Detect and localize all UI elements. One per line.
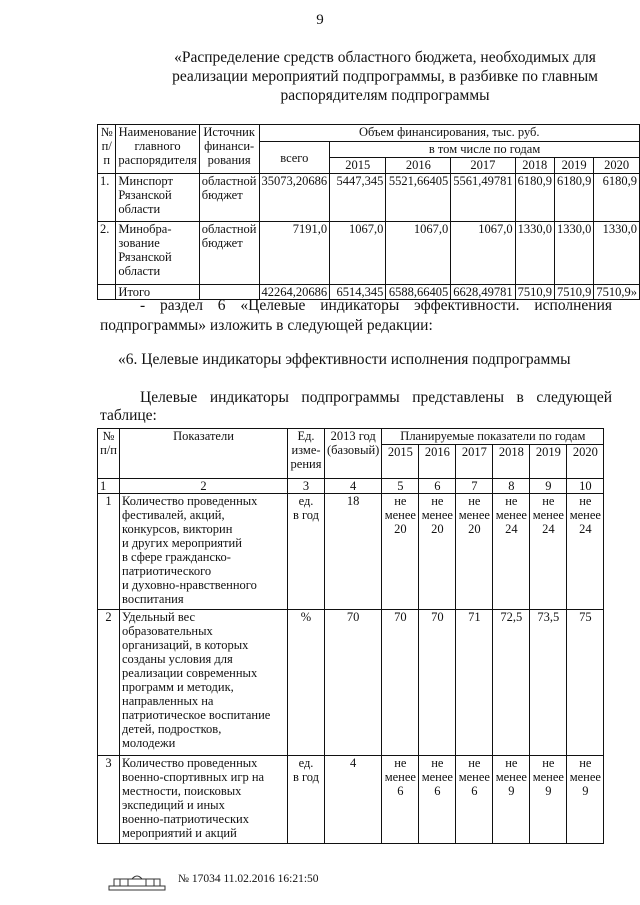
header-total: всего (259, 142, 330, 174)
page-number: 9 (316, 12, 324, 28)
year-2015: 2015 (330, 158, 386, 174)
header-volume: Объем финансирования, тыс. руб. (259, 125, 640, 142)
paragraph-line: таблице: (100, 407, 157, 424)
paragraph-section-6: - раздел 6 «Целевые индикаторы эффективности. исполнения (140, 297, 612, 314)
table-row: 2 Удельный вес образовательных организаций, в которых созданы условия для реализации современных программ и методик, направленных на патриотическое воспитание детей, подростков, молодежи % 70 70 70 71 72,5 73,5 75 (98, 610, 604, 756)
table-row: 1. Минспорт Рязанской области областной бюджет 35073,20686 5447,345 5521,66405 5561,49781 6180,9 6180,9 6180,9 (98, 174, 640, 222)
table-row: 3 Количество проведенных военно-спортивных игр на местности, поисковых экспедиций и иных военно-патриотических мероприятий и акций ед. в год 4 не менее 6 не менее 6 не менее 6 не менее 9 не менее 9 не менее 9 (98, 756, 604, 844)
column-numbers-row: 1 2 3 4 5 6 7 8 9 10 (98, 479, 604, 494)
header-source: Источник финанси- рования (199, 125, 259, 174)
table-row: 2. Минобра- зование Рязанской области областной бюджет 7191,0 1067,0 1067,0 1067,0 1330,0 1330,0 1330,0 (98, 222, 640, 285)
header-planned: Планируемые показатели по годам (382, 429, 604, 445)
government-emblem-icon (108, 873, 166, 891)
total-row: Итого 42264,20686 6514,345 6588,66405 6628,49781 7510,9 7510,9 7510,9» (98, 285, 640, 300)
header-name: Наименование главного распорядителя (116, 125, 199, 174)
indicators-table: № п/п Показатели Ед. изме- рения 2013 год (базовый) Планируемые показатели по годам 2015 2016 2017 2018 2019 2020 1 2 3 4 5 6 7 8 9 10 1 Количество проведенных фестивалей, акций, конкурсов, викторин и других мероприятий в сфере гражданско- патриотического и духовно-нравственного воспитания ед. в год 18 не менее 20 не менее 20 не менее 20 не менее 24 не менее 24 не менее 24 2 Удельный вес образовательных организаций, в которых созданы условия для реализации современных программ и методик, направленных на патриотическое воспитание детей, подростков, молодежи % 70 70 70 71 72,5 73,5 75 3 Количество проведенных военно-спортивных игр на местности, поисковых экспедиций и иных военно-патриотических мероприятий и акций ед. в год 4 не менее 6 не менее 6 не менее 6 не менее 9 не менее 9 не менее 9 (97, 428, 604, 844)
header-base-year: 2013 год (базовый) (325, 429, 382, 479)
document-registration-footer: № 17034 11.02.2016 16:21:50 (178, 873, 319, 885)
table-row: 1 Количество проведенных фестивалей, акций, конкурсов, викторин и других мероприятий в сфере гражданско- патриотического и духовно-нравственного воспитания ед. в год 18 не менее 20 не менее 20 не менее 20 не менее 24 не менее 24 не менее 24 (98, 494, 604, 610)
section-heading: «6. Целевые индикаторы эффективности исполнения подпрограммы (118, 351, 571, 368)
document-title: «Распределение средств областного бюджета, необходимых для реализации мероприятий подпрограммы, в разбивке по главным распорядителям подпрограммы (172, 49, 598, 104)
header-unit: Ед. изме- рения (288, 429, 325, 479)
header-num: № п/п (98, 125, 116, 174)
year-2016: 2016 (386, 158, 451, 174)
header-num: № п/п (98, 429, 120, 479)
paragraph-line: подпрограммы» изложить в следующей редакции: (100, 317, 433, 334)
year-2018: 2018 (515, 158, 554, 174)
year-2020: 2020 (594, 158, 640, 174)
header-indicators: Показатели (120, 429, 288, 479)
financing-table (97, 124, 640, 300)
year-2017: 2017 (451, 158, 515, 174)
paragraph-indicators: Целевые индикаторы подпрограммы представлены в следующей (140, 389, 612, 406)
year-2019: 2019 (554, 158, 593, 174)
header-years-caption: в том числе по годам (330, 142, 640, 158)
